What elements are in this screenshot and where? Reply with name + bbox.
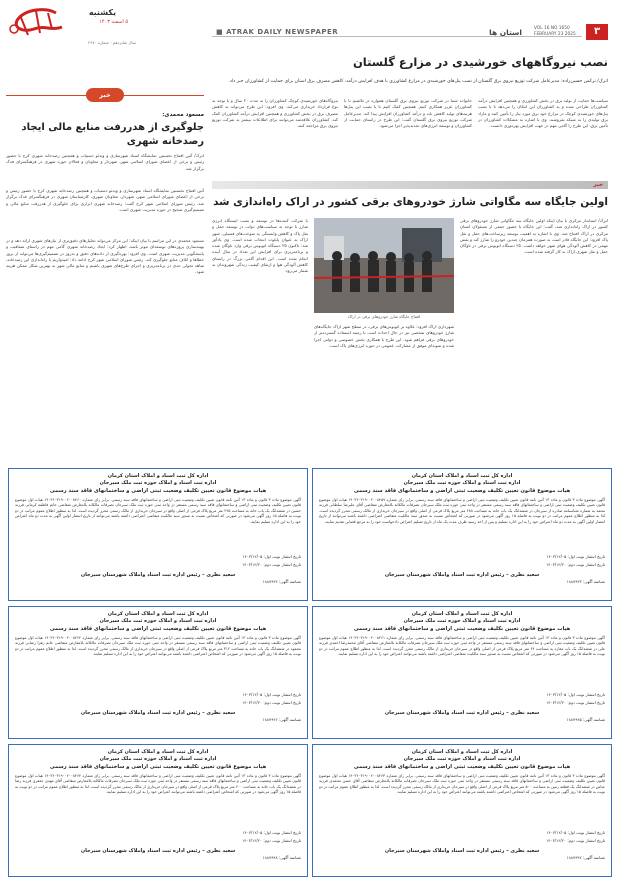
- notice-date-1: تاریخ انتشار نوبت اول: ۱۴۰۳/۱۲/۰۵: [546, 554, 605, 559]
- notice-body: آگهی موضوع ماده ۳ قانون و ماده ۱۳ آئین نامه قانون تعیین تکلیف وضعیت ثبتی اراضی و ساختمانهای فاقد سند رسمی. برابر رای شماره ۱۴۰۳۶۰۳۱۹۰۰۲۰۰۸۴۶۲ هیات اول موضوع قانون تعیین تکلیف وضعیت ثبتی اراضی و ساختمانهای فاقد سند رسمی مستقر در واحد ثبتی حوزه ثبت ملک سیرجان تصرفات مالکانه بلامعارض متقاضی خانم زهرا رضایی فرزند محمود در ششدانگ یک باب خانه به مساحت ۳۱۲ متر مربع پلاک فرعی از اصلی واقع در سیرجان خریداری از مالک رسمی محرز گردیده است. لذا به منظور اطلاع عموم مراتب در دو نوبت به فاصله ۱۵ روز آگهی می‌شود در صورتی که اشخاص اعتراضی داشته باشند می‌توانند اعتراض خود را به این اداره تسلیم نمایند.: [15, 635, 301, 657]
- date-en: FEBRUARY 23 2025: [534, 32, 576, 37]
- notice-title-3: هیات موضوع قانون تعیین تکلیف وضعیت ثبتی اراضی و ساختمانهای فاقد سند رسمی: [353, 626, 571, 632]
- notice-body: آگهی موضوع ماده ۳ قانون و ماده ۱۳ آئین نامه قانون تعیین تکلیف وضعیت ثبتی اراضی و ساختمانهای فاقد سند رسمی. برابر رای شماره ۱۴۰۳۶۰۳۱۹۰۰۲۰۰۸۴۶۱ هیات اول موضوع قانون تعیین تکلیف وضعیت ثبتی اراضی و ساختمانهای فاقد سند رسمی مستقر در واحد ثبتی حوزه ثبت ملک سیرجان تصرفات مالکانه بلامعارض متقاضی آقای محمدرضا احمدی فرزند علی در ششدانگ یک باب مغازه به مساحت ۶۴ متر مربع پلاک فرعی از اصلی واقع در سیرجان خریداری از مالک رسمی محرز گردیده است. لذا به منظور اطلاع عموم مراتب در دو نوبت به فاصله ۱۵ روز آگهی می‌شود در صورتی که اشخاص نسبت به صدور سند مالکیت متقاضی اعتراضی داشته باشند می‌توانند اعتراض خود را به این اداره تسلیم نمایند.: [319, 635, 605, 657]
- notice-date-2: تاریخ انتشار نوبت دوم: ۱۴۰۳/۱۲/۲۰: [546, 838, 605, 843]
- notice-title-2: اداره ثبت اسناد و املاک حوزه ثبت ملک سیرجان: [403, 756, 521, 762]
- main-col-1: سیاست‌ها حمایت از تولید برق در بخش کشاورزی و همچنین افزایش درآمد کشاورزان طراحی شده و به کشاورزان این امکان را می‌دهد تا با نصب پنل‌های خورشیدی کوچک در مزارع خود برق مورد نیاز را تأمین کنند و مازاد برق تولیدی را به شبکه بفروشند. وی با اشاره به مشکلات کشاورزان در تأمین برق، این طرح را گامی مهم در جهت افزایش بهره‌وری دانست.: [478, 98, 608, 129]
- legal-notice: [8, 744, 308, 877]
- notice-title-1: اداره کل ثبت اسناد و املاک استان کرمان: [411, 611, 513, 617]
- notice-title-1: اداره کل ثبت اسناد و املاک استان کرمان: [107, 611, 209, 617]
- news-tag: خبر: [86, 88, 124, 102]
- notice-date-1: تاریخ انتشار نوبت اول: ۱۴۰۳/۱۲/۰۵: [242, 554, 301, 559]
- notice-title-2: اداره ثبت اسناد و املاک حوزه ثبت ملک سیرجان: [99, 480, 217, 486]
- photo-caption: افتتاح جایگاه شارژ خودروهای برقی در اراک: [347, 314, 421, 319]
- atrak-logo: [6, 5, 66, 39]
- left-title: جلوگیری از هدررفت منابع مالی ایجاد رصدخانه شهری: [21, 122, 204, 147]
- notice-body: آگهی موضوع ماده ۳ قانون و ماده ۱۳ آئین نامه قانون تعیین تکلیف وضعیت ثبتی اراضی و ساختمانهای فاقد سند رسمی. برابر رای شماره ۱۴۰۳۶۰۳۱۹۰۰۲۰۰۸۴۶۰ هیات اول موضوع قانون تعیین تکلیف وضعیت ثبتی اراضی و ساختمانهای فاقد سند رسمی مستقر در واحد ثبتی حوزه ثبت ملک سیرجان تصرفات مالکانه بلامعارض متقاضی خانم فاطمه کرمانی فرزند حسین در ششدانگ یک باب خانه به مساحت ۲۴۵ متر مربع پلاک فرعی از اصلی واقع در سیرجان خریداری از مالک رسمی محرز گردیده است. لذا به منظور اطلاع عموم مراتب در دو نوبت به فاصله ۱۵ روز آگهی می‌شود در صورتی که اشخاص نسبت به صدور سند مالکیت متقاضی اعتراضی داشته باشند می‌توانند از تاریخ انتشار اولین آگهی به مدت دو ماه اعتراض خود را به این اداره تسلیم نمایند.: [15, 497, 301, 524]
- notice-title-1: اداره کل ثبت اسناد و املاک استان کرمان: [107, 749, 209, 755]
- notice-date-2: تاریخ انتشار نوبت دوم: ۱۴۰۳/۱۲/۲۰: [242, 700, 301, 705]
- paper-name: ■ ATRAK DAILY NEWSPAPER: [216, 28, 339, 36]
- notice-number: شناسه آگهی: ۱۸۸۷۹۴۶: [262, 717, 301, 722]
- second-col-2: شهرداری اراک افزود: علاوه بر اتوبوس‌های برقی، در سطح شهر اراک جایگاه‌های شارژ خودروهای شخصی نیز در حال احداث است تا زمینه استفاده گسترده‌تر از خودروهای برقی فراهم شود. این طرح با همکاری بخش خصوصی و دولتی اجرا شده و نمونه‌ای موفق از مشارکت عمومی در حوزه انرژی‌های پاک است.: [314, 324, 454, 348]
- notice-signer: سعید نظری – رئیس اداره ثبت اسناد واملاک شهرستان سیرجان: [384, 710, 540, 716]
- section-bar-label: خبر: [593, 182, 603, 188]
- notice-number: شناسه آگهی: ۱۸۸۷۹۴۷: [566, 855, 605, 860]
- ceremony-photo: [314, 218, 454, 313]
- notice-title-1: اداره کل ثبت اسناد و املاک استان کرمان: [411, 749, 513, 755]
- legal-notice: [312, 744, 612, 877]
- notice-title-3: هیات موضوع قانون تعیین تکلیف وضعیت ثبتی اراضی و ساختمانهای فاقد سند رسمی: [353, 488, 571, 494]
- left-article: [6, 58, 204, 462]
- main-lead: اترک/ ترکمن حسین‌زاده: مدیرعامل شرکت توزیع نیروی برق گلستان از نصب پنل‌های خورشیدی در مزارع کشاورزی با هدف افزایش درآمد، کاهش مصرف برق استان برای حمایت از کشاورزان خبر داد.: [228, 79, 608, 84]
- date-fa: ۵ اسفند ۱۴۰۳: [99, 19, 128, 25]
- notice-body: آگهی موضوع ماده ۳ قانون و ماده ۱۳ آئین نامه قانون تعیین تکلیف وضعیت ثبتی اراضی و ساختمانهای فاقد سند رسمی. برابر رای شماره ۱۴۰۳۶۰۳۱۹۰۰۲۰۰۸۴۶۳ هیات اول موضوع قانون تعیین تکلیف وضعیت ثبتی اراضی و ساختمانهای فاقد سند رسمی مستقر در واحد ثبتی حوزه ثبت ملک سیرجان تصرفات مالکانه بلامعارض متقاضی آقای حسن محمدی فرزند عباس در ششدانگ یک قطعه زمین به مساحت ۵۰۰ متر مربع پلاک فرعی از اصلی واقع در سیرجان خریداری از مالک رسمی محرز گردیده است. لذا به منظور اطلاع عموم مراتب در دو نوبت به فاصله ۱۵ روز آگهی می‌شود در صورتی که اشخاص اعتراضی داشته باشند می‌توانند اعتراض خود را به این اداره تسلیم نمایند.: [319, 773, 605, 795]
- notice-body: آگهی موضوع ماده ۳ قانون و ماده ۱۳ آئین نامه قانون تعیین تکلیف وضعیت ثبتی اراضی و ساختمانهای فاقد سند رسمی. برابر رای شماره ۱۴۰۳۶۰۳۱۹۰۰۲۰۰۸۴۵۹ هیات اول موضوع قانون تعیین تکلیف وضعیت ثبتی اراضی و ساختمانهای فاقد سند رسمی مستقر در واحد ثبتی حوزه ثبت ملک سیرجان تصرفات مالکانه بلامعارض متقاضی آقای علیرضا سلطانی فرزند محمد به شماره شناسنامه صادره از سیرجان در ششدانگ یک باب خانه به مساحت ۲۸۸ متر مربع پلاک فرعی از اصلی واقع در سیرجان خریداری از مالک رسمی محرز گردیده است. لذا به منظور اطلاع عموم مراتب در دو نوبت به فاصله ۱۵ روز آگهی می‌شود در صورتی که اشخاص نسبت به صدور سند مالکیت متقاضی اعتراضی داشته باشند می‌توانند از تاریخ انتشار اولین آگهی به مدت دو ماه اعتراض خود را به این اداره تسلیم و پس از اخذ رسید ظرف مدت یک ماه از تاریخ تسلیم اعتراض دادخواست خود را به مرجع قضایی تقدیم نمایند.: [319, 497, 605, 524]
- notice-date-2: تاریخ انتشار نوبت دوم: ۱۴۰۳/۱۲/۲۰: [546, 562, 605, 567]
- notice-title-3: هیات موضوع قانون تعیین تکلیف وضعیت ثبتی اراضی و ساختمانهای فاقد سند رسمی: [49, 488, 267, 494]
- notice-date-1: تاریخ انتشار نوبت اول: ۱۴۰۳/۱۲/۰۵: [546, 830, 605, 835]
- main-headline: نصب نیروگاههای خورشیدی در مزارع گلستان: [352, 55, 608, 69]
- notice-title-1: اداره کل ثبت اسناد و املاک استان کرمان: [107, 473, 209, 479]
- section-name: استان ها: [489, 28, 522, 37]
- notice-number: شناسه آگهی: ۱۸۸۷۹۴۴: [262, 579, 301, 584]
- left-body-1: اترک/ آئین افتتاح نخستین نمایشگاه اسناد شهرسازی و ویدئو دستیاب و همچنین رصدخانه شهری کرج با حضور رئیس و برخی از اعضای شورای اسلامی شهر، شهردار و معاونان و فعالان حوزه شهری در فرهنگسرای فدک برگزار شد.: [6, 153, 204, 171]
- legal-notice: [312, 606, 612, 739]
- left-body-2: آئین افتتاح نخستین نمایشگاه اسناد شهرسازی و ویدئو دستیاب و همچنین رصدخانه شهری کرج با حضور رئیس و برخی از اعضای شورای اسلامی شهر، شهردار، معاونان شهری، کارشناسان شهری در فرهنگسرای فدک برگزار شد. رئیس شورای اسلامی شهر کرج گفت: رصدخانه شهری ابزاری برای جلوگیری از هدررفت منابع مالی و تصمیم‌گیری صحیح در حوزه مدیریت شهری است.: [6, 188, 204, 212]
- notice-title-2: اداره ثبت اسناد و املاک حوزه ثبت ملک سیرجان: [99, 756, 217, 762]
- notice-title-1: اداره کل ثبت اسناد و املاک استان کرمان: [411, 473, 513, 479]
- second-col-3: با شرکت کننده‌ها در توسعه و نصب ایستگاه انرژی شارژ با توجه به سیاست‌های دولت در توسعه حمل و نقل پاک و کاهش وابستگی به سوخت‌های فسیلی، شهر اراک به عنوان پایلوت انتخاب شده است. وی یادآور شد: تاکنون ۲۵ دستگاه اتوبوس برقی وارد ناوگان شده و برنامه‌ریزی برای افزایش این تعداد در سال آینده انجام شده است. این اقدام گامی بزرگ در راستای کاهش آلودگی هوا و ارتقای کیفیت زندگی شهروندان به شمار می‌رود.: [212, 218, 308, 274]
- left-author: مسعود محمدی:: [162, 112, 204, 118]
- main-col-3: نیروگاه‌های خورشیدی کوچک کشاورزان را به مدت ۲۰ سال و با توجه به نوع قرارداد خریداری می‌کند. وی افزود: این طرح می‌تواند به کاهش مصرف برق در بخش کشاورزی و همچنین افزایش درآمد کشاورزان کمک کند. کشاورزان علاقه‌مند می‌توانند برای اطلاعات بیشتر به شرکت توزیع نیروی برق مراجعه کنند.: [212, 98, 338, 129]
- notice-date-2: تاریخ انتشار نوبت دوم: ۱۴۰۳/۱۲/۲۰: [242, 562, 301, 567]
- left-body-3: مسعود محمدی در این مراسم با بیان اینکه: این مرکز می‌تواند تحلیل‌های دقیق‌تری از نیازهای شهری ارائه دهد و در بهینه‌سازی پروژه‌های توسعه‌ای موثر باشد، اظهار کرد: ایجاد رصدخانه شهری گامی مهم در راستای شفافیت و پاسخگویی مدیریت شهری است. وی افزود: بهره‌گیری از داده‌های دقیق و به‌روز در تصمیم‌گیری‌ها می‌تواند از بروز خطاها و اتلاف منابع جلوگیری کند. رئیس شورای اسلامی شهر کرج ادامه داد: امیدواریم با راه‌اندازی این رصدخانه، شاهد تحولی جدی در برنامه‌ریزی و اجرای طرح‌های شهری باشیم و منابع مالی شهر به بهترین شکل ممکن هزینه شود.: [6, 238, 204, 275]
- notice-title-3: هیات موضوع قانون تعیین تکلیف وضعیت ثبتی اراضی و ساختمانهای فاقد سند رسمی: [49, 626, 267, 632]
- notice-date-1: تاریخ انتشار نوبت اول: ۱۴۰۳/۱۲/۰۵: [546, 692, 605, 697]
- notice-title-2: اداره ثبت اسناد و املاک حوزه ثبت ملک سیرجان: [99, 618, 217, 624]
- notice-title-2: اداره ثبت اسناد و املاک حوزه ثبت ملک سیرجان: [403, 480, 521, 486]
- notice-title-3: هیات موضوع قانون تعیین تکلیف وضعیت ثبتی اراضی و ساختمانهای فاقد سند رسمی: [353, 764, 571, 770]
- notice-title-3: هیات موضوع قانون تعیین تکلیف وضعیت ثبتی اراضی و ساختمانهای فاقد سند رسمی: [49, 764, 267, 770]
- issue-line: سال شانزدهم - شماره ۲۹۷۰: [88, 40, 136, 45]
- notice-signer: سعید نظری – رئیس اداره ثبت اسناد واملاک شهرستان سیرجان: [384, 572, 540, 578]
- second-headline: اولین جایگاه سه مگاواتی شارژ خودروهای برقی کشور در اراک راه‌اندازی شد: [213, 196, 608, 208]
- notice-number: شناسه آگهی: ۱۸۸۷۹۴۸: [262, 855, 301, 860]
- notice-signer: سعید نظری – رئیس اداره ثبت اسناد واملاک شهرستان سیرجان: [80, 710, 236, 716]
- legal-notice: [312, 468, 612, 601]
- notice-date-2: تاریخ انتشار نوبت دوم: ۱۴۰۳/۱۲/۲۰: [242, 838, 301, 843]
- notice-date-1: تاریخ انتشار نوبت اول: ۱۴۰۳/۱۲/۰۵: [242, 830, 301, 835]
- vol-info: [534, 26, 584, 38]
- notice-signer: سعید نظری – رئیس اداره ثبت اسناد واملاک شهرستان سیرجان: [80, 848, 236, 854]
- second-col-1: اترک/ استاندار مرکزی با بیان اینکه اولین جایگاه سه مگاواتی شارژ خودروهای برقی کشور در اراک راه‌اندازی شد، گفت: این جایگاه با حضور جمعی از مسئولان استان مرکزی در اراک افتتاح شد. وی با اشاره به اهمیت توسعه زیرساخت‌های حمل و نقل پاک افزود: این جایگاه قادر است به صورت همزمان چندین خودرو را شارژ کند و نقش مهمی در کاهش آلودگی هوای شهر خواهد داشت. ۲۵ دستگاه اتوبوس برقی در ناوگان حمل و نقل شهری اراک به کار گرفته شده است.: [460, 218, 608, 255]
- vol-number: VOL 16 NO 1650: [534, 26, 570, 31]
- notice-signer: سعید نظری – رئیس اداره ثبت اسناد واملاک شهرستان سیرجان: [384, 848, 540, 854]
- newspaper-header: [0, 0, 620, 52]
- legal-notice: [8, 468, 308, 601]
- notice-date-2: تاریخ انتشار نوبت دوم: ۱۴۰۳/۱۲/۲۰: [546, 700, 605, 705]
- notice-number: شناسه آگهی: ۱۸۸۷۹۴۵: [566, 717, 605, 722]
- main-col-2: خانواده شما در شرکت توزیع نیروی برق گلستان همواره در تلاشیم تا با کشاورزان عزیز همکاری کنیم. همچنین کمک کنیم تا با نصب این پنل‌ها هزینه‌های تولید کاهش یابد و درآمد کشاورزان افزایش پیدا کند. مدیرعامل شرکت توزیع نیروی برق گلستان گفت: این طرح در راستای حمایت از کشاورزان و توسعه انرژی‌های تجدیدپذیر اجرا می‌شود.: [344, 98, 472, 129]
- notice-title-2: اداره ثبت اسناد و املاک حوزه ثبت ملک سیرجان: [403, 618, 521, 624]
- weekday: یکشنبه: [88, 8, 116, 17]
- notice-number: شناسه آگهی: ۱۸۸۷۹۴۳: [566, 579, 605, 584]
- section-bar: [212, 181, 608, 189]
- legal-notice: [8, 606, 308, 739]
- notice-date-1: تاریخ انتشار نوبت اول: ۱۴۰۳/۱۲/۰۵: [242, 692, 301, 697]
- page-number: ۳: [586, 24, 608, 40]
- notice-signer: سعید نظری – رئیس اداره ثبت اسناد واملاک شهرستان سیرجان: [80, 572, 236, 578]
- notice-body: آگهی موضوع ماده ۳ قانون و ماده ۱۳ آئین نامه قانون تعیین تکلیف وضعیت ثبتی اراضی و ساختمانهای فاقد سند رسمی. برابر رای شماره ۱۴۰۳۶۰۳۱۹۰۰۲۰۰۸۴۶۴ هیات اول موضوع قانون تعیین تکلیف وضعیت ثبتی اراضی و ساختمانهای فاقد سند رسمی مستقر در واحد ثبتی حوزه ثبت ملک سیرجان تصرفات مالکانه بلامعارض متقاضی آقای مهدی جعفری فرزند رضا در ششدانگ یک باب خانه به مساحت ۲۰۰ متر مربع پلاک فرعی از اصلی واقع در سیرجان خریداری از مالک رسمی محرز گردیده است. لذا به منظور اطلاع عموم مراتب در دو نوبت به فاصله ۱۵ روز آگهی می‌شود در صورتی که اشخاص اعتراضی داشته باشند می‌توانند اعتراض خود را به این اداره تسلیم نمایند.: [15, 773, 301, 795]
